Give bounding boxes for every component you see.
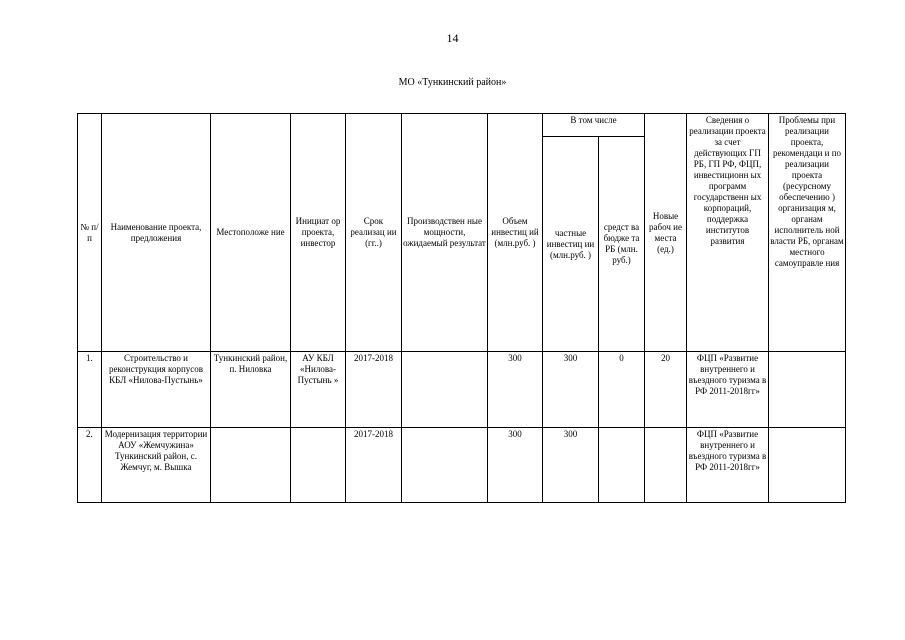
cell-budget	[599, 428, 645, 503]
header-budget: средст ва бюдже та РБ (млн. руб.)	[599, 137, 645, 352]
header-row	[78, 114, 846, 137]
cell-volume: 300	[488, 352, 543, 428]
header-initiator: Инициат ор проекта, инвестор	[291, 114, 346, 352]
cell-period: 2017-2018	[346, 352, 402, 428]
cell-capacity	[402, 428, 488, 503]
cell-info: ФЦП «Развитие внутреннего и въездного туризма в РФ 2011-2018гг»	[687, 428, 769, 503]
cell-capacity	[402, 352, 488, 428]
cell-jobs	[645, 428, 687, 503]
header-num: № п/ п	[78, 114, 102, 352]
cell-info: ФЦП «Развитие внутреннего и въездного туризма в РФ 2011-2018гг»	[687, 352, 769, 428]
region-title: МО «Тункинский район»	[398, 77, 507, 88]
header-including: В том числе	[543, 114, 645, 137]
header-info: Сведения о реализации проекта за счет действующих ГП РБ, ГП РФ, ФЦП, инвестиционн ых программ государственн ых корпораций, поддержка институтов развития	[687, 114, 769, 352]
cell-private: 300	[543, 428, 599, 503]
cell-problems	[769, 428, 846, 503]
cell-jobs: 20	[645, 352, 687, 428]
cell-name: Модернизация территории АОУ «Жемчужина» Тункинский район, с. Жемчуг, м. Вышка	[102, 428, 211, 503]
header-period: Срок реализац ии (гг..)	[346, 114, 402, 352]
page-number: 14	[446, 31, 459, 45]
header-capacity: Производствен ные мощности, ожидаемый результат	[402, 114, 488, 352]
cell-budget: 0	[599, 352, 645, 428]
header-problems: Проблемы при реализации проекта, рекомендаци и по реализации проекта (ресурсному обеспечению ) организация м, органам исполнитель ной власти РБ, органам местного самоуправле ния	[769, 114, 846, 352]
projects-table	[77, 113, 846, 503]
cell-private: 300	[543, 352, 599, 428]
header-name: Наименование проекта, предложения	[102, 114, 211, 352]
cell-initiator: АУ КБЛ «Нилова-Пустынь »	[291, 352, 346, 428]
table-row	[78, 352, 846, 428]
cell-initiator	[291, 428, 346, 503]
cell-num: 1.	[78, 352, 102, 428]
cell-problems	[769, 352, 846, 428]
cell-name: Строительство и реконструкция корпусов КБЛ «Нилова-Пустынь»	[102, 352, 211, 428]
header-volume: Объем инвестиц ий (млн.руб. )	[488, 114, 543, 352]
header-private: частные инвестиц ии (млн.руб. )	[543, 137, 599, 352]
header-jobs: Новые рабоч ие места (ед.)	[645, 114, 687, 352]
cell-volume: 300	[488, 428, 543, 503]
cell-location	[211, 428, 291, 503]
cell-num: 2.	[78, 428, 102, 503]
header-location: Местоположе ние	[211, 114, 291, 352]
table-row	[78, 428, 846, 503]
cell-period: 2017-2018	[346, 428, 402, 503]
cell-location: Тункинский район, п. Ниловка	[211, 352, 291, 428]
